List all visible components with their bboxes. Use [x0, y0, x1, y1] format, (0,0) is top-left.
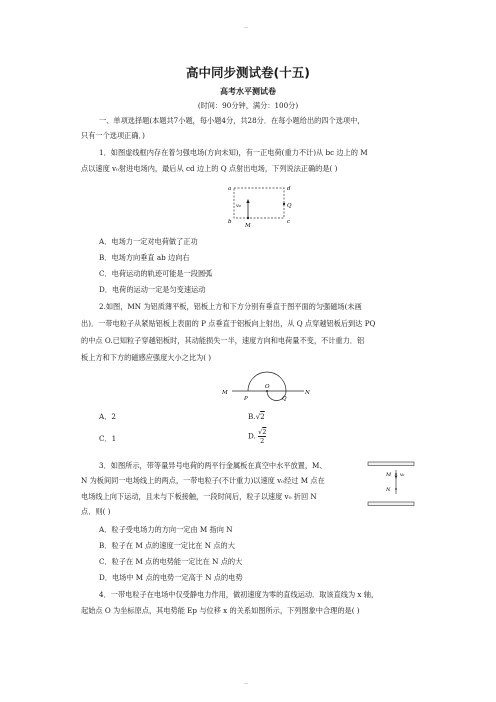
q3-point-m	[395, 473, 397, 475]
q3-line3: 电场线上向下运动，且未与下板接触，一段时间后，粒子以速度 v₀ 折回 N	[81, 492, 317, 501]
q1-label-a: a	[228, 186, 232, 192]
q1-label-m: M	[245, 223, 251, 229]
q3-upper-plate	[368, 462, 414, 466]
q3-arrowhead	[395, 476, 398, 480]
q1-label-c: c	[287, 219, 291, 225]
section1-line1: 一、单项选择题(本题共7小题，每小题4分，共28分．在每小题给出的四个选项中，	[99, 116, 365, 125]
section1-line2: 只有一个选项正确．)	[81, 131, 145, 140]
page-subtitle: 高考水平测试卷	[220, 87, 276, 96]
sqrt-icon: √	[255, 412, 261, 421]
q1-point-q	[283, 203, 285, 205]
q2-line4: 板上方和下方的磁感应强度大小之比为( )	[81, 353, 212, 362]
q2-option-d-numerator: √2	[258, 428, 267, 436]
q3-point-n	[395, 488, 397, 490]
q1-label-q: Q	[287, 203, 292, 209]
q1-option-d: D．电荷的运动一定是匀变速运动	[99, 285, 206, 294]
q2-option-d-label: D.	[248, 431, 256, 441]
q2-point-o	[266, 390, 268, 392]
q3-line2: N 为板间同一电场线上的两点，一带电粒子(不计重力)以速度 v₀经过 M 点在	[81, 476, 325, 485]
q2-label-q: Q	[282, 396, 287, 402]
q2-option-a: A．2	[99, 412, 116, 421]
q2-label-p: P	[244, 396, 248, 402]
q3-option-d: D．电场中 M 点的电势一定高于 N 点的电势	[99, 573, 243, 582]
q2-option-d	[248, 428, 266, 445]
q2-label-m: M	[222, 390, 228, 396]
q2-option-b-label: B.	[248, 412, 256, 421]
q2-line2: 出)．一带电粒子从紧贴铝板上表面的 P 点垂直于铝板向上射出，从 Q 点穿越铝板后到达 PQ	[81, 319, 376, 328]
q2-label-o: O	[265, 384, 270, 390]
q2-option-b	[248, 412, 265, 422]
q2-option-d-denominator: 2	[260, 437, 265, 445]
q3-label-n: N	[386, 487, 391, 493]
q3-option-b: B．粒子在 M 点的速度一定比在 N 点的大	[99, 541, 235, 550]
q1-option-c: C．电荷运动的轨迹可能是一段圆弧	[99, 269, 213, 278]
q2-figure	[220, 368, 310, 404]
q3-option-c: C．粒子在 M 点的电势能一定比在 N 点的大	[99, 557, 243, 566]
q4-line2: 起始点 O 为坐标原点，其电势能 Ep 与位移 x 的关系如图所示，下列图象中合理的是( )	[81, 606, 360, 615]
q1-point-m	[247, 217, 249, 219]
footer-dots: --	[244, 680, 249, 687]
q2-option-b-value: 2	[260, 412, 265, 421]
q2-line3: 的中点 O.已知粒子穿越铝板时，其动能损失一半，速度方向和电荷量不变，不计重力．铝	[81, 336, 365, 345]
q1-option-b: B．电场方向垂直 ab 边向右	[99, 253, 190, 262]
sqrt-icon: √	[258, 428, 263, 436]
q3-line4: 点．则( )	[81, 507, 111, 516]
q1-option-a: A．电场力一定对电荷做了正功	[99, 237, 198, 246]
header-dots: --	[244, 24, 249, 31]
q4-line1: 4．一带电粒子在电场中仅受静电力作用，做初速度为零的直线运动．取该直线为 x 轴，	[99, 590, 379, 599]
q1-label-b: b	[228, 219, 232, 225]
q2-line1: 2.如图，MN 为铝质薄平板，铝板上方和下方分别有垂直于图平面的匀强磁场(未画	[99, 302, 362, 311]
q3-lower-plate	[368, 502, 414, 506]
q2-label-n: N	[305, 390, 310, 396]
q3-label-m: M	[386, 472, 392, 478]
q1-line1: 1．如图虚线框内存在着匀强电场(方向未知)，有一正电荷(重力不计)从 bc 边上的 M	[99, 148, 368, 157]
q2-option-c: C．1	[99, 434, 117, 443]
q1-arrowhead	[246, 199, 249, 203]
q3-label-v0: v₀	[400, 473, 405, 478]
q1-line2: 点以速度 v₀射进电场内，最后从 cd 边上的 Q 点射出电场，下列说法正确的是( )	[81, 164, 338, 173]
q2-option-d-fraction	[258, 428, 266, 445]
page-title: 高中同步测试卷(十五)	[186, 65, 310, 80]
exam-meta: (时间：90分钟，满分：100分)	[197, 101, 299, 110]
q1-figure	[224, 182, 296, 230]
q1-field-box	[234, 188, 284, 218]
q3-figure	[366, 460, 418, 510]
q3-option-a: A．粒子受电场力的方向一定由 M 指向 N	[99, 525, 233, 534]
q1-label-v0: v₀	[236, 203, 241, 209]
q3-line1: 3．如图所示，带等量异号电荷的两平行金属板在真空中水平放置，M、	[99, 461, 327, 470]
q1-label-d: d	[287, 186, 291, 192]
